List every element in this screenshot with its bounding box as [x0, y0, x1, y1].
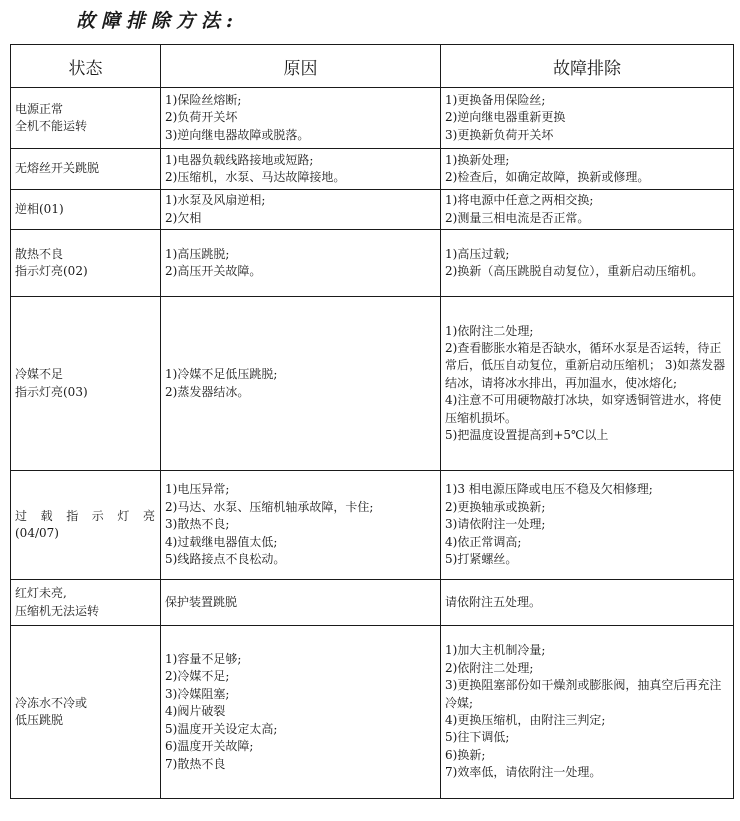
status-line: 电源正常 [15, 101, 64, 116]
remedy-line: 5)往下调低; [445, 730, 510, 745]
remedy-line: 2)更换轴承或换新; [445, 499, 546, 514]
cause-line: 4)阀片破裂 [165, 704, 226, 719]
cause-line: 3)冷媒阻塞; [165, 686, 230, 701]
remedy-line: 5)打紧螺丝。 [445, 552, 518, 567]
remedy-line: 1)高压过载; [445, 246, 510, 261]
cause-cell [161, 471, 441, 580]
remedy-line: 3)更换新负荷开关坏 [445, 127, 554, 142]
table-row [11, 149, 734, 190]
header-remedy: 故障排除 [441, 45, 734, 88]
remedy-line: 3)请依附注一处理; [445, 517, 546, 532]
status-line: 散热不良 [15, 246, 64, 261]
cause-line: 2)蒸发器结冰。 [165, 384, 250, 399]
status-cell [11, 190, 161, 230]
remedy-line: 7)效率低，请依附注一处理。 [445, 765, 602, 780]
status-line: 指示灯亮(02) [15, 264, 88, 278]
remedy-line: 5)把温度设置提高到+5℃以上 [445, 428, 609, 443]
cause-line: 5)温度开关设定太高; [165, 721, 278, 736]
cause-line: 5)线路接点不良松动。 [165, 552, 286, 567]
status-line: 无熔丝开关跳脱 [15, 161, 100, 176]
remedy-line: 2)查看膨胀水箱是否缺水，循环水泵是否运转，待正常后，低压自动复位，重新启动压缩机； 3)如蒸发器结冰，请将冰水排出，再加温水，使冰熔化; [445, 340, 726, 390]
cause-line: 2)压缩机，水泵、马达故障接地。 [165, 170, 346, 184]
remedy-line: 请依附注五处理。 [445, 594, 542, 609]
remedy-line: 2)检查后，如确定故障，换新或修理。 [445, 170, 650, 184]
remedy-line: 4)注意不可用硬物敲打冰块，如穿透铜管进水，将使压缩机损坏。 [445, 393, 722, 425]
page-heading: 故障排除方法: [76, 10, 240, 32]
cause-line: 2)负荷开关坏 [165, 110, 238, 125]
status-line: 冷冻水不冷或 [15, 695, 88, 710]
cause-cell [161, 88, 441, 149]
remedy-cell [441, 149, 734, 190]
table-row [11, 190, 734, 230]
cause-line: 保护装置跳脱 [165, 594, 238, 609]
header-status: 状态 [11, 45, 161, 88]
table-row [11, 580, 734, 626]
remedy-line: 1)将电源中任意之两相交换; [445, 193, 594, 208]
cause-cell [161, 149, 441, 190]
status-cell [11, 88, 161, 149]
cause-line: 1)高压跳脱; [165, 246, 230, 261]
status-cell [11, 626, 161, 799]
remedy-line: 6)换新; [445, 747, 486, 762]
remedy-line: 2)测量三相电流是否正常。 [445, 210, 590, 225]
status-line: 指示灯亮(03) [15, 384, 88, 399]
cause-line: 2)冷媒不足; [165, 669, 230, 684]
status-cell [11, 471, 161, 580]
cause-cell [161, 580, 441, 626]
status-line: 低压跳脱 [15, 713, 64, 727]
cause-line: 7)散热不良 [165, 756, 226, 771]
status-cell [11, 230, 161, 297]
header-cause: 原因 [161, 45, 441, 88]
cause-line: 3)逆向继电器故障或脱落。 [165, 127, 310, 142]
remedy-cell [441, 626, 734, 799]
cause-line: 2)欠相 [165, 210, 202, 225]
status-line: 全机不能运转 [15, 119, 88, 133]
troubleshooting-table [10, 44, 734, 799]
status-line: (04/07) [15, 526, 59, 540]
remedy-line: 1)换新处理; [445, 152, 510, 167]
remedy-cell [441, 230, 734, 297]
status-line: 红灯未亮, [15, 586, 67, 601]
remedy-line: 1)更换备用保险丝; [445, 92, 546, 107]
remedy-cell [441, 297, 734, 471]
status-line: 逆相(01) [15, 201, 64, 216]
table-row [11, 297, 734, 471]
remedy-line: 3)更换阻塞部份如干燥剂或膨胀阀，抽真空后再充注冷媒; [445, 678, 722, 710]
table-header-row [11, 45, 734, 88]
cause-line: 2)高压开关故障。 [165, 264, 262, 278]
table-row [11, 230, 734, 297]
cause-line: 2)马达、水泵、压缩机轴承故障，卡住; [165, 499, 374, 514]
status-line: 压缩机无法运转 [15, 603, 100, 618]
remedy-line: 1)依附注二处理; [445, 323, 534, 338]
remedy-cell [441, 88, 734, 149]
remedy-cell [441, 580, 734, 626]
cause-line: 1)水泵及风扇逆相; [165, 193, 266, 208]
table-row [11, 626, 734, 799]
cause-line: 1)电器负载线路接地或短路; [165, 152, 314, 167]
cause-cell [161, 190, 441, 230]
remedy-line: 2)依附注二处理; [445, 660, 534, 675]
cause-cell [161, 297, 441, 471]
status-cell [11, 580, 161, 626]
cause-cell [161, 626, 441, 799]
remedy-cell [441, 190, 734, 230]
cause-line: 1)电压异常; [165, 482, 230, 497]
cause-line: 4)过载继电器值太低; [165, 534, 278, 549]
remedy-cell [441, 471, 734, 580]
status-line: 冷媒不足 [15, 367, 64, 382]
remedy-line: 2)逆向继电器重新更换 [445, 110, 566, 125]
remedy-line: 1)3 相电源压降或电压不稳及欠相修理; [445, 482, 653, 497]
status-cell [11, 297, 161, 471]
remedy-line: 1)加大主机制冷量; [445, 643, 546, 658]
remedy-line: 2)换新（高压跳脱自动复位），重新启动压缩机。 [445, 264, 704, 278]
status-line: 过载指示灯亮 [15, 508, 156, 523]
remedy-line: 4)更换压缩机，由附注三判定; [445, 713, 606, 727]
status-cell [11, 149, 161, 190]
table-row [11, 471, 734, 580]
cause-line: 6)温度开关故障; [165, 739, 254, 754]
cause-line: 1)保险丝熔断; [165, 92, 242, 107]
cause-line: 1)容量不足够; [165, 652, 242, 667]
table-row [11, 88, 734, 149]
remedy-line: 4)依正常调高; [445, 534, 522, 549]
cause-cell [161, 230, 441, 297]
cause-line: 3)散热不良; [165, 517, 230, 532]
cause-line: 1)冷媒不足低压跳脱; [165, 367, 278, 382]
